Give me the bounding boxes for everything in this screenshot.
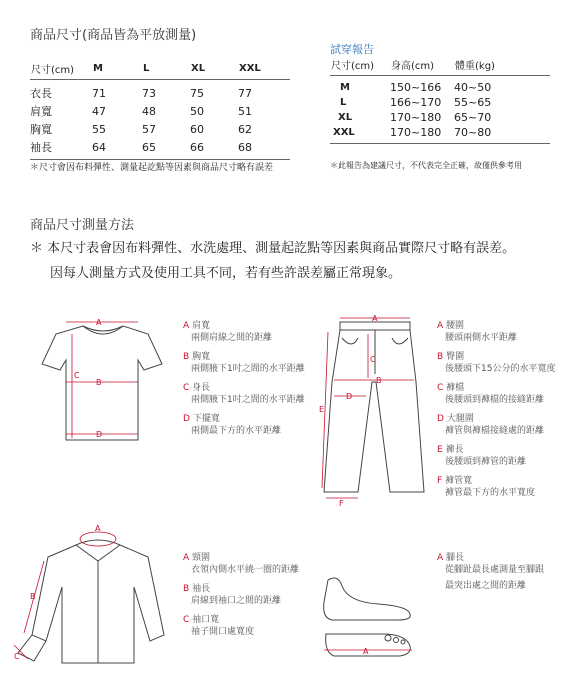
- legend-key: A: [183, 553, 190, 563]
- cell: 48: [142, 104, 156, 118]
- cell: 60: [190, 122, 204, 136]
- legend-item: [437, 351, 571, 375]
- method-title: 商品尺寸測量方法: [30, 218, 135, 233]
- cell: XL: [338, 112, 353, 123]
- legend-key: B: [183, 352, 190, 362]
- trial-title: 試穿報告: [330, 43, 374, 56]
- header-cell: 身高(cm): [390, 56, 454, 76]
- legend-desc: 腰頭兩側水平距離: [445, 333, 518, 343]
- legend-title: 袖長: [192, 584, 211, 594]
- cell: 166~170: [390, 96, 442, 109]
- cell: 170~180: [390, 125, 454, 144]
- cell: 51: [238, 104, 252, 118]
- table-row: [330, 110, 550, 125]
- cell: 65~70: [454, 111, 492, 124]
- legend-item: [183, 413, 323, 437]
- legend-title: 腰圍: [446, 321, 465, 331]
- legend-item: [437, 382, 571, 406]
- tshirt-measure-lines: [66, 322, 138, 438]
- legend-key: D: [183, 414, 190, 424]
- cell: 77: [238, 86, 252, 100]
- cell: 62: [238, 122, 252, 136]
- cell: 65: [142, 138, 190, 160]
- tshirt-legend: [183, 320, 323, 444]
- label-b: B: [376, 376, 382, 385]
- label-c: C: [14, 652, 20, 661]
- label-f: F: [339, 499, 344, 508]
- legend-key: E: [437, 445, 443, 455]
- table-row: [330, 125, 550, 144]
- legend-title: 腳長: [446, 553, 465, 563]
- legend-desc: 後腰頭到褲管的距離: [445, 457, 527, 467]
- shirt-legend: [183, 552, 323, 645]
- header-cell: 尺寸(cm): [30, 60, 92, 80]
- shirt-outline: [18, 540, 164, 663]
- legend-title: 身長: [192, 383, 211, 393]
- legend-desc: 從腳趾最長處測量至腳跟: [445, 565, 545, 575]
- cell: 68: [238, 138, 290, 160]
- size-table-note: ＊尺寸會因布料彈性、測量起訖點等因素與商品尺寸略有誤差: [30, 163, 274, 173]
- row-label: 袖長: [30, 138, 92, 160]
- legend-key: A: [183, 321, 190, 331]
- label-a: A: [96, 318, 102, 327]
- cell: 66: [190, 138, 238, 160]
- legend-key: A: [437, 321, 444, 331]
- table-row: [30, 102, 290, 120]
- label-a: A: [372, 314, 378, 323]
- legend-item: [437, 413, 571, 437]
- table-row: [30, 138, 290, 160]
- method-line-2: 因每人測量方式及使用工具不同，若有些許誤差屬正常現象。: [50, 266, 402, 281]
- legend-title: 肩寬: [192, 321, 211, 331]
- pants-legend: [437, 320, 571, 506]
- label-d: D: [96, 430, 103, 439]
- foot-legend: [437, 552, 571, 599]
- cell: L: [340, 97, 347, 108]
- legend-key: D: [437, 414, 444, 424]
- legend-item: [183, 552, 323, 576]
- legend-desc: 兩側肩線之間的距離: [191, 333, 273, 343]
- legend-item: [183, 382, 323, 406]
- header-cell: XL: [190, 60, 238, 80]
- cell: 55: [92, 122, 106, 136]
- pants-measure-lines: [322, 318, 414, 498]
- pants-outline: [324, 322, 424, 492]
- cell: 40~50: [454, 81, 492, 94]
- legend-desc: 兩側最下方的水平距離: [191, 426, 282, 436]
- trial-table: [330, 56, 550, 144]
- foot-outline: [324, 578, 411, 656]
- legend-desc: 後腰頭下15公分的水平寬度: [445, 364, 556, 374]
- label-b: B: [30, 592, 36, 601]
- table-row: [30, 80, 290, 103]
- trial-note: ＊此報告為建議尺寸，不代表完全正確，故僅供參考用: [330, 161, 522, 170]
- header-cell: L: [142, 60, 190, 80]
- legend-title: 胸寬: [192, 352, 211, 362]
- legend-item: [437, 552, 571, 592]
- label-b: B: [96, 378, 102, 387]
- legend-title: 下擺寬: [192, 414, 220, 424]
- cell: 71: [92, 86, 106, 100]
- cell: 64: [92, 138, 142, 160]
- legend-key: B: [183, 584, 190, 594]
- label-c: C: [74, 371, 80, 380]
- cell: 150~166: [390, 81, 442, 94]
- cell: 73: [142, 86, 156, 100]
- method-line-1: ＊ 本尺寸表會因布料彈性、水洗處理、測量起訖點等因素與商品實際尺寸略有誤差。: [30, 241, 516, 256]
- cell: 75: [190, 86, 204, 100]
- legend-title: 袖口寬: [192, 615, 220, 625]
- foot-diagram: [318, 572, 418, 667]
- legend-desc: 褲管與褲檔接縫處的距離: [445, 426, 545, 436]
- cell: 170~180: [390, 111, 442, 124]
- legend-item: [183, 614, 323, 638]
- legend-title: 頸圍: [192, 553, 211, 563]
- table-row: [30, 120, 290, 138]
- legend-item: [437, 475, 571, 499]
- trial-table-header: [330, 56, 550, 76]
- legend-desc: 兩側腋下1吋之間的水平距離: [191, 395, 305, 405]
- cell: 55~65: [454, 96, 492, 109]
- label-d: D: [346, 392, 353, 401]
- legend-item: [183, 320, 323, 344]
- shirt-diagram: [8, 515, 168, 665]
- legend-key: C: [437, 383, 444, 393]
- row-label: 胸寬: [30, 123, 52, 136]
- pants-diagram: [318, 312, 430, 512]
- label-a: A: [363, 647, 369, 656]
- header-cell: XXL: [238, 60, 290, 80]
- legend-desc: 衣領內側水平繞一圈的距離: [191, 565, 300, 575]
- row-label: 肩寬: [30, 105, 52, 118]
- legend-key: C: [183, 615, 190, 625]
- method-text: [30, 237, 570, 281]
- legend-title: 大腿圍: [446, 414, 474, 424]
- size-title: 商品尺寸(商品皆為平放測量): [30, 28, 197, 43]
- label-a: A: [95, 524, 101, 533]
- legend-desc: 肩線到袖口之間的距離: [191, 596, 282, 606]
- row-label: 衣長: [30, 87, 52, 100]
- legend-key: F: [437, 476, 443, 486]
- legend-title: 褲檔: [446, 383, 465, 393]
- table-row: [330, 95, 550, 110]
- legend-item: [183, 351, 323, 375]
- legend-desc: 兩側腋下1吋之間的水平距離: [191, 364, 305, 374]
- label-c: C: [370, 355, 376, 364]
- legend-desc: 袖子開口處寬度: [191, 627, 255, 637]
- cell: 57: [142, 122, 156, 136]
- legend-item: [183, 583, 323, 607]
- legend-desc: 褲管最下方的水平寬度: [445, 488, 536, 498]
- size-table-header: [30, 60, 290, 80]
- legend-desc: 後腰頭到褲檔的接縫距離: [445, 395, 545, 405]
- legend-key: C: [183, 383, 190, 393]
- cell: M: [340, 82, 350, 93]
- cell: 70~80: [454, 125, 550, 144]
- cell: 47: [92, 104, 106, 118]
- legend-title: 褲長: [445, 445, 464, 455]
- legend-key: A: [437, 553, 444, 563]
- table-row: [330, 76, 550, 96]
- cell: XXL: [330, 125, 390, 144]
- header-cell: M: [92, 60, 142, 80]
- label-e: E: [319, 405, 325, 414]
- size-table: [30, 60, 290, 160]
- legend-desc: 最突出處之間的距離: [445, 581, 527, 591]
- header-cell: 體重(kg): [454, 56, 550, 76]
- legend-item: [437, 320, 571, 344]
- cell: 50: [190, 104, 204, 118]
- legend-title: 褲管寬: [445, 476, 473, 486]
- tshirt-outline: [42, 326, 162, 440]
- legend-title: 臀圍: [446, 352, 465, 362]
- header-cell: 尺寸(cm): [330, 56, 390, 76]
- legend-item: [437, 444, 571, 468]
- legend-key: B: [437, 352, 444, 362]
- tshirt-diagram: [38, 312, 168, 442]
